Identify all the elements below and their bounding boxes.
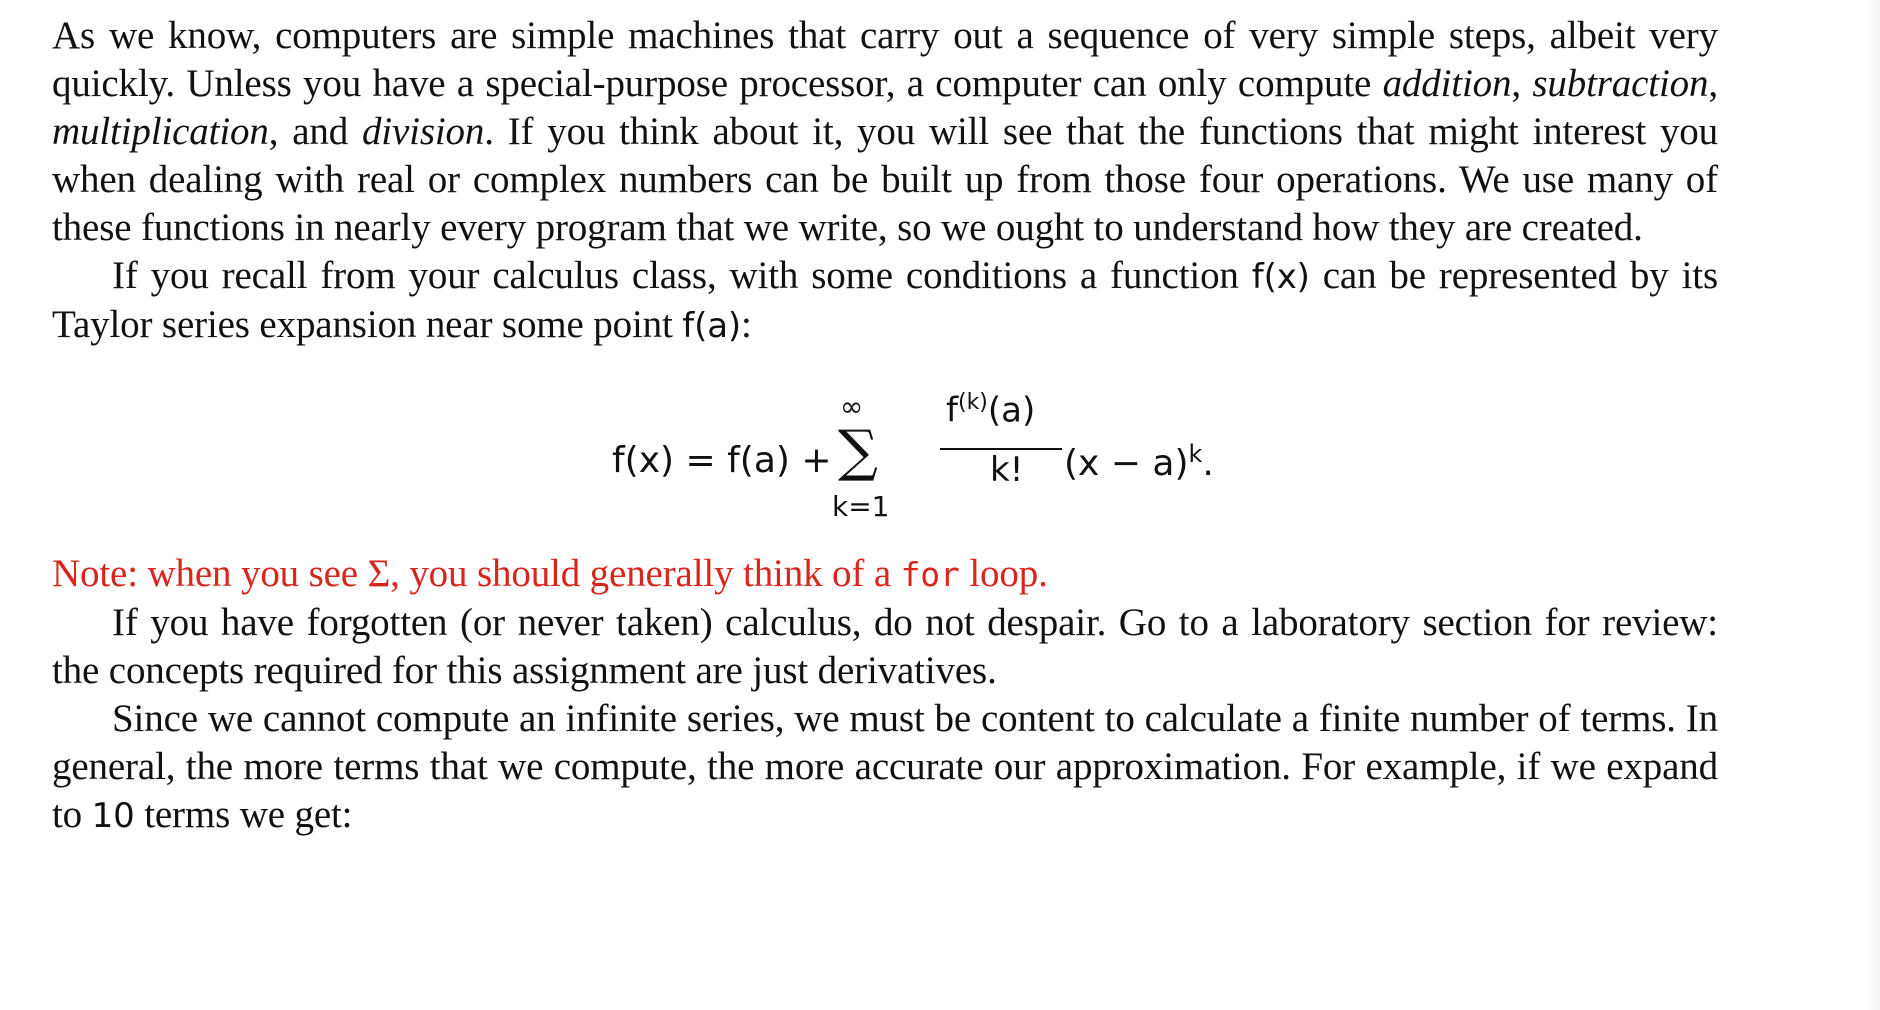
page-content bbox=[52, 12, 1718, 840]
taylor-series-equation bbox=[52, 350, 1718, 550]
term-addition: addition bbox=[1382, 62, 1512, 105]
taylor-text-2: can be represented by its Taylor series expansion near some point bbox=[52, 254, 1718, 346]
sigma-symbol: ∑ bbox=[838, 419, 878, 484]
taylor-paragraph bbox=[52, 252, 1718, 350]
note-paragraph bbox=[52, 550, 1718, 599]
numerator-f: f bbox=[946, 390, 958, 431]
rhs-exponent: k bbox=[1188, 440, 1203, 468]
rhs-period: . bbox=[1202, 443, 1214, 484]
intro-paragraph bbox=[52, 12, 1718, 252]
fraction bbox=[940, 390, 1062, 500]
page-edge-shadow bbox=[1866, 0, 1880, 1010]
note-code-for: for bbox=[900, 555, 960, 594]
sum-upper-limit: ∞ bbox=[840, 390, 864, 423]
note-text-2: loop. bbox=[959, 552, 1048, 595]
fraction-denominator: k! bbox=[990, 450, 1024, 490]
punct: , bbox=[1511, 62, 1533, 105]
calculus-review-paragraph: If you have forgotten (or never taken) calculus, do not despair. Go to a laboratory section for review: the concepts required for this assignment are just derivatives. bbox=[52, 601, 1718, 692]
punct: , bbox=[1708, 62, 1718, 105]
fraction-numerator bbox=[946, 390, 1035, 430]
punct: , and bbox=[268, 110, 362, 153]
taylor-text-1: If you recall from your calculus class, with some conditions a function bbox=[112, 254, 1252, 297]
equation-rhs bbox=[1064, 440, 1214, 484]
finite-text-1: Since we cannot compute an infinite series, we must be content to calculate a finite number of terms. In general, the more terms that we compute, the more accurate our approximation. For example, if we expand to bbox=[52, 697, 1718, 836]
math-fa: f(a) bbox=[682, 306, 741, 346]
numerator-order: (k) bbox=[957, 390, 988, 415]
summation bbox=[832, 390, 902, 540]
note-text-1: Note: when you see Σ, you should generally think of a bbox=[52, 552, 901, 595]
term-subtraction: subtraction bbox=[1532, 62, 1709, 105]
intro-text-1: As we know, computers are simple machines that carry out a sequence of very simple steps, albeit very quickly. Unless you have a special-purpose processor, a computer can only compute bbox=[52, 14, 1718, 105]
finite-text-2: terms we get: bbox=[134, 793, 353, 836]
numerator-arg: (a) bbox=[987, 390, 1036, 431]
equation-lhs: f(x) = f(a) + bbox=[612, 440, 832, 481]
intro-text-2: . If you think about it, you will see that the functions that might interest you when dealing with real or complex numbers can be built up from those four operations. We use many of these functions in nearly every program that we write, so we ought to understand how they are created. bbox=[52, 110, 1718, 249]
term-division: division bbox=[361, 110, 485, 153]
sum-lower-limit: k=1 bbox=[832, 490, 890, 523]
finite-terms-paragraph bbox=[52, 695, 1718, 840]
taylor-text-3: : bbox=[741, 303, 752, 346]
rhs-base: (x − a) bbox=[1064, 443, 1189, 484]
math-fx: f(x) bbox=[1251, 257, 1310, 297]
term-multiplication: multiplication bbox=[52, 110, 269, 153]
math-ten: 10 bbox=[91, 796, 135, 836]
